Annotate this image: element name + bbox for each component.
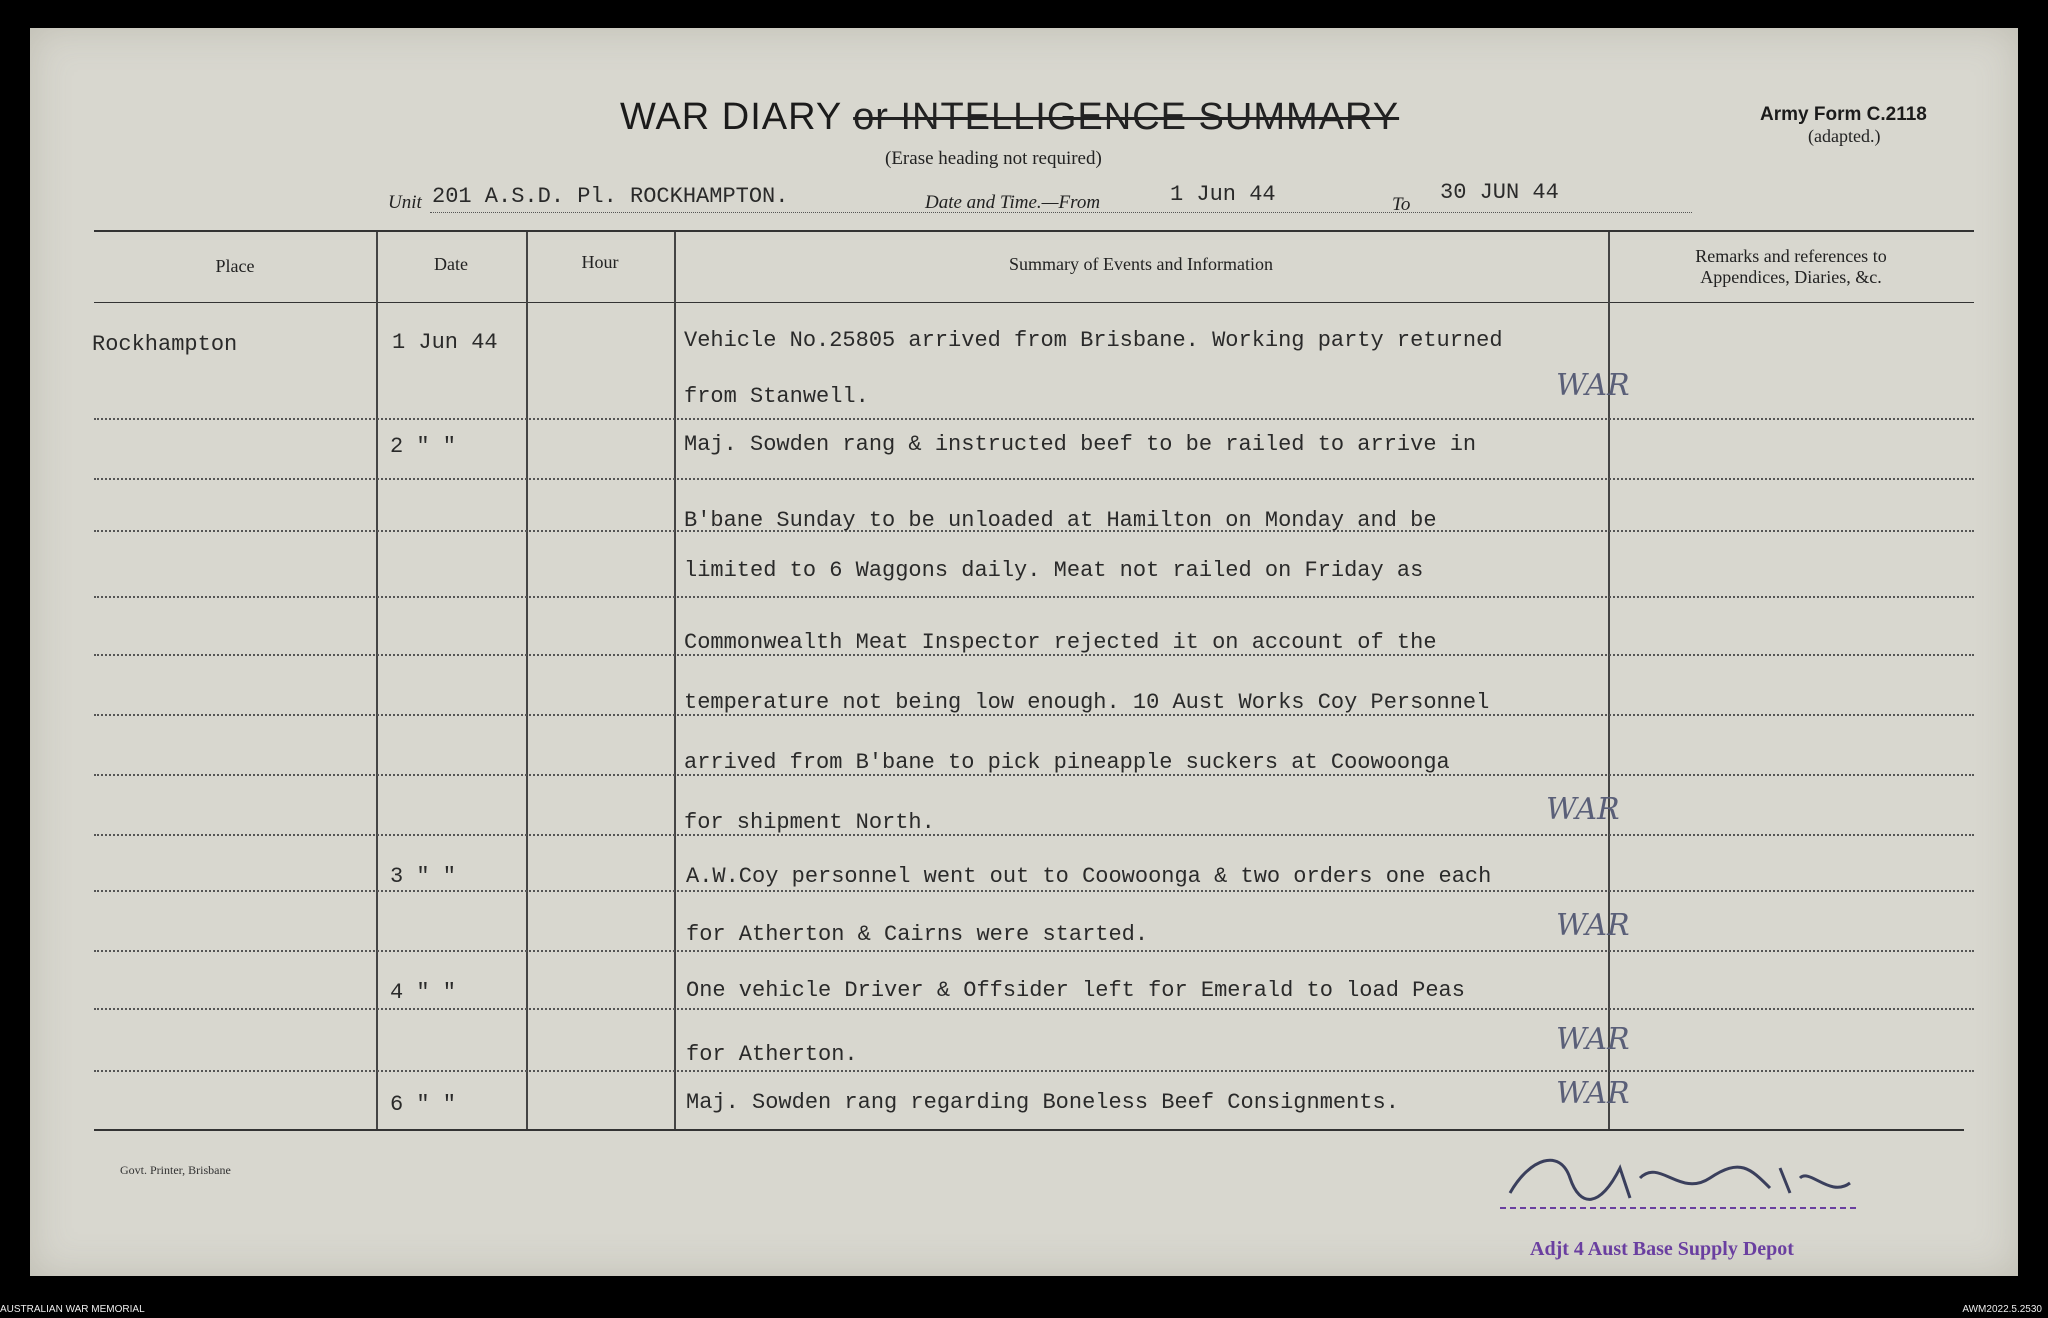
remarks-header-line2: Appendices, Diaries, &c. (1700, 267, 1882, 287)
handwritten-initial: WAR (1556, 1022, 1630, 1057)
col-header-summary: Summary of Events and Information (1009, 254, 1273, 274)
army-form-number: Army Form C.2118 (1760, 104, 1927, 125)
row-rule (94, 418, 1974, 420)
row-summary: for Atherton. (686, 1042, 858, 1067)
row-summary: Vehicle No.25805 arrived from Brisbane. Working party returned (684, 328, 1503, 353)
col-header-date: Date (434, 254, 468, 274)
col-divider-hour (674, 232, 676, 1129)
row-rule (94, 950, 1974, 952)
title-war-diary: WAR DIARY (620, 96, 842, 138)
handwritten-initial: WAR (1556, 1076, 1630, 1111)
row-rule (94, 478, 1974, 480)
row-date: 1 Jun 44 (392, 330, 498, 355)
handwritten-initial: WAR (1556, 908, 1630, 943)
row-summary: temperature not being low enough. 10 Aust Works Coy Personnel (684, 690, 1490, 715)
row-date: 6 " " (390, 1092, 457, 1117)
to-date-value: 30 JUN 44 (1440, 180, 1559, 205)
col-header-hour: Hour (581, 252, 619, 272)
row-place: Rockhampton (92, 332, 238, 357)
remarks-header-line1: Remarks and references to (1695, 246, 1887, 266)
row-summary: One vehicle Driver & Offsider left for Emerald to load Peas (686, 978, 1465, 1003)
date-time-label: Date and Time.—From (925, 192, 1101, 213)
from-date-value: 1 Jun 44 (1170, 182, 1276, 207)
col-divider-date (526, 232, 528, 1129)
row-rule (94, 1070, 1974, 1072)
col-header-place: Place (215, 256, 255, 276)
row-date: 3 " " (390, 864, 457, 889)
unit-label: Unit (388, 192, 422, 213)
form-adapted-note: (adapted.) (1808, 126, 1881, 146)
row-summary: Maj. Sowden rang regarding Boneless Beef Consignments. (686, 1090, 1399, 1115)
to-label: To (1392, 194, 1411, 215)
row-rule (94, 834, 1974, 836)
col-header-remarks (1608, 246, 1974, 288)
row-date: 2 " " (390, 434, 457, 459)
row-summary: limited to 6 Waggons daily. Meat not railed on Friday as (684, 558, 1424, 583)
adjutant-stamp: Adjt 4 Aust Base Supply Depot (1530, 1238, 1794, 1260)
unit-value: 201 A.S.D. Pl. ROCKHAMPTON. (432, 184, 789, 209)
row-summary: for Atherton & Cairns were started. (686, 922, 1149, 947)
row-rule (94, 890, 1974, 892)
col-divider-place (376, 232, 378, 1129)
title-struck-intelligence-summary: or INTELLIGENCE SUMMARY (853, 96, 1400, 138)
row-summary: Commonwealth Meat Inspector rejected it on account of the (684, 630, 1437, 655)
col-divider-summary (1608, 232, 1610, 1129)
row-date: 4 " " (390, 980, 457, 1005)
archive-reference: AWM2022.5.2530 (1962, 1304, 2042, 1315)
row-summary: from Stanwell. (684, 384, 869, 409)
row-summary: B'bane Sunday to be unloaded at Hamilton on Monday and be (684, 508, 1437, 533)
handwritten-initial: WAR (1556, 368, 1630, 403)
war-diary-sheet (30, 28, 2018, 1276)
row-summary: Maj. Sowden rang & instructed beef to be railed to arrive in (684, 432, 1477, 457)
officer-signature (1490, 1138, 1870, 1218)
row-summary: A.W.Coy personnel went out to Coowoonga & two orders one each (686, 864, 1492, 889)
form-title (620, 96, 1399, 139)
row-rule (94, 596, 1974, 598)
printer-imprint: Govt. Printer, Brisbane (120, 1163, 231, 1177)
unit-underline (430, 212, 1692, 213)
row-rule (94, 1008, 1974, 1010)
row-summary: for shipment North. (684, 810, 935, 835)
handwritten-initial: WAR (1546, 792, 1620, 827)
erase-instruction: (Erase heading not required) (885, 148, 1102, 169)
row-summary: arrived from B'bane to pick pineapple suckers at Coowoonga (684, 750, 1450, 775)
table-bottom-border (94, 1129, 1964, 1131)
archive-credit: AUSTRALIAN WAR MEMORIAL (0, 1304, 145, 1315)
